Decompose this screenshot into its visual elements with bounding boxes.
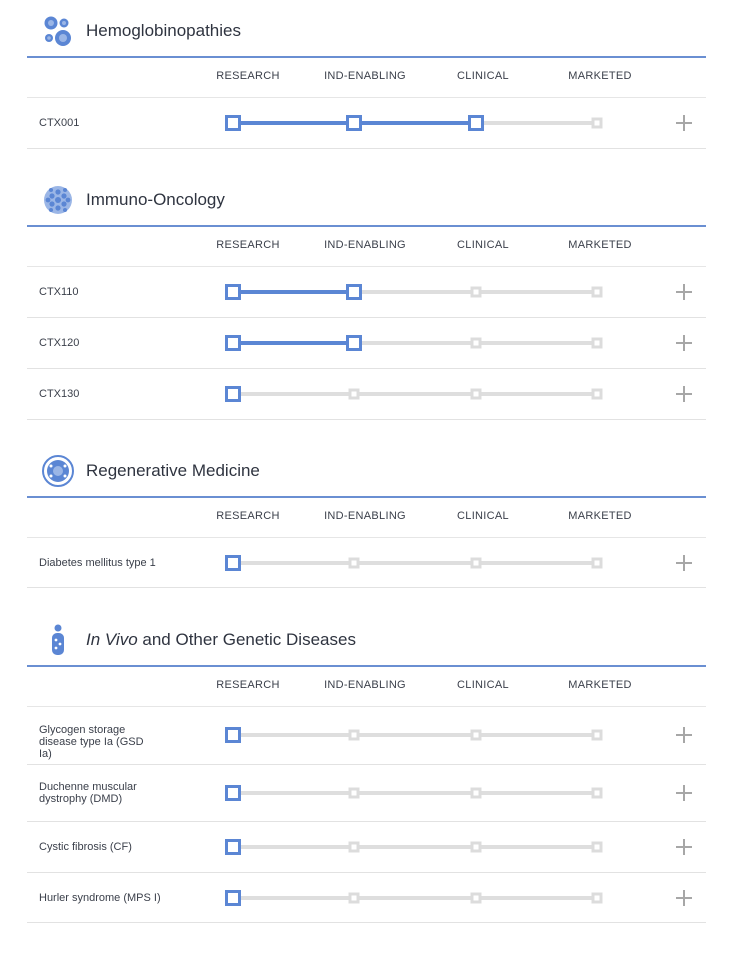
section-header <box>27 12 706 58</box>
phase-marketed: MARKETED <box>568 70 632 82</box>
section-title: Regenerative Medicine <box>86 461 260 480</box>
program-name: CTX120 <box>39 337 80 349</box>
phase-header-row <box>27 56 706 98</box>
stage-node-clinical <box>470 730 481 741</box>
expand-plus-icon[interactable] <box>675 554 693 572</box>
tumor-cell-icon <box>41 183 75 217</box>
progress-fill <box>233 341 354 345</box>
expand-plus-icon[interactable] <box>675 784 693 802</box>
progress-track <box>233 845 597 849</box>
stage-node-research <box>225 839 241 855</box>
program-row-dmd <box>27 765 706 822</box>
section-title-rest: and Other Genetic Diseases <box>137 630 356 649</box>
phase-research: RESEARCH <box>216 679 280 691</box>
progress-track <box>233 561 597 565</box>
stage-node-research <box>225 284 241 300</box>
program-row-ctx120 <box>27 318 706 369</box>
blood-cells-icon <box>41 14 75 48</box>
section-header <box>27 621 706 667</box>
phase-clinical: CLINICAL <box>457 679 509 691</box>
progress-track <box>233 121 597 125</box>
stage-node-ind-enabling <box>349 558 360 569</box>
program-name: Cystic fibrosis (CF) <box>39 841 132 853</box>
stage-node-ind-enabling <box>349 389 360 400</box>
phase-marketed: MARKETED <box>568 679 632 691</box>
phase-ind-enabling: IND-ENABLING <box>324 239 406 251</box>
human-body-icon <box>41 623 75 657</box>
program-name: CTX130 <box>39 388 80 400</box>
stage-node-ind-enabling <box>346 335 362 351</box>
stage-node-marketed <box>592 389 603 400</box>
progress-track <box>233 896 597 900</box>
stage-node-research <box>225 335 241 351</box>
section-in-vivo-genetic-diseases <box>27 621 706 923</box>
phase-header-row <box>27 496 706 538</box>
program-row-ctx130 <box>27 369 706 420</box>
progress-fill <box>233 290 354 294</box>
section-title-italic: In Vivo <box>86 630 138 649</box>
section-title: Immuno-Oncology <box>86 190 225 209</box>
section-regenerative-medicine <box>27 452 706 588</box>
expand-plus-icon[interactable] <box>675 334 693 352</box>
phase-marketed: MARKETED <box>568 510 632 522</box>
phase-ind-enabling: IND-ENABLING <box>324 70 406 82</box>
stage-node-marketed <box>592 118 603 129</box>
section-title <box>86 630 356 650</box>
stage-node-marketed <box>592 842 603 853</box>
stage-node-research <box>225 890 241 906</box>
expand-plus-icon[interactable] <box>675 726 693 744</box>
expand-plus-icon[interactable] <box>675 283 693 301</box>
phase-clinical: CLINICAL <box>457 239 509 251</box>
stage-node-research <box>225 555 241 571</box>
section-hemoglobinopathies <box>27 12 706 149</box>
phase-ind-enabling: IND-ENABLING <box>324 679 406 691</box>
section-header <box>27 452 706 498</box>
progress-track <box>233 290 597 294</box>
section-title: Hemoglobinopathies <box>86 21 241 40</box>
phase-clinical: CLINICAL <box>457 70 509 82</box>
phase-header-row <box>27 665 706 707</box>
phase-research: RESEARCH <box>216 239 280 251</box>
stage-node-research <box>225 115 241 131</box>
stage-node-marketed <box>592 788 603 799</box>
progress-track <box>233 341 597 345</box>
stage-node-marketed <box>592 287 603 298</box>
stage-node-clinical <box>470 389 481 400</box>
expand-plus-icon[interactable] <box>675 838 693 856</box>
stage-node-ind-enabling <box>349 788 360 799</box>
phase-marketed: MARKETED <box>568 239 632 251</box>
expand-plus-icon[interactable] <box>675 889 693 907</box>
stage-node-ind-enabling <box>346 284 362 300</box>
phase-research: RESEARCH <box>216 70 280 82</box>
stage-node-ind-enabling <box>349 893 360 904</box>
stage-node-marketed <box>592 893 603 904</box>
program-row-cf <box>27 822 706 873</box>
expand-plus-icon[interactable] <box>675 114 693 132</box>
program-row-ctx001 <box>27 98 706 149</box>
stem-cell-icon <box>41 454 75 488</box>
program-row-ctx110 <box>27 267 706 318</box>
stage-node-marketed <box>592 338 603 349</box>
stage-node-clinical <box>470 893 481 904</box>
stage-node-clinical <box>468 115 484 131</box>
program-row-gsd-ia <box>27 707 706 765</box>
section-immuno-oncology <box>27 181 706 419</box>
phase-ind-enabling: IND-ENABLING <box>324 510 406 522</box>
stage-node-marketed <box>592 730 603 741</box>
stage-node-research <box>225 785 241 801</box>
program-row-diabetes <box>27 538 706 588</box>
stage-node-research <box>225 386 241 402</box>
stage-node-marketed <box>592 558 603 569</box>
program-name: Duchenne muscular dystrophy (DMD) <box>39 781 137 805</box>
stage-node-ind-enabling <box>346 115 362 131</box>
stage-node-clinical <box>470 338 481 349</box>
program-row-mps-i <box>27 873 706 923</box>
stage-node-ind-enabling <box>349 730 360 741</box>
program-name: Diabetes mellitus type 1 <box>39 557 156 569</box>
stage-node-clinical <box>470 287 481 298</box>
program-name: CTX110 <box>39 286 79 298</box>
stage-node-clinical <box>470 558 481 569</box>
phase-research: RESEARCH <box>216 510 280 522</box>
stage-node-research <box>225 727 241 743</box>
stage-node-clinical <box>470 788 481 799</box>
section-header <box>27 181 706 227</box>
phase-clinical: CLINICAL <box>457 510 509 522</box>
stage-node-ind-enabling <box>349 842 360 853</box>
program-name: Glycogen storage disease type Ia (GSD Ia) <box>39 724 144 760</box>
expand-plus-icon[interactable] <box>675 385 693 403</box>
phase-header-row <box>27 225 706 267</box>
program-name: Hurler syndrome (MPS I) <box>39 892 161 904</box>
stage-node-clinical <box>470 842 481 853</box>
progress-track <box>233 733 597 737</box>
program-name: CTX001 <box>39 117 80 129</box>
progress-track <box>233 392 597 396</box>
progress-track <box>233 791 597 795</box>
